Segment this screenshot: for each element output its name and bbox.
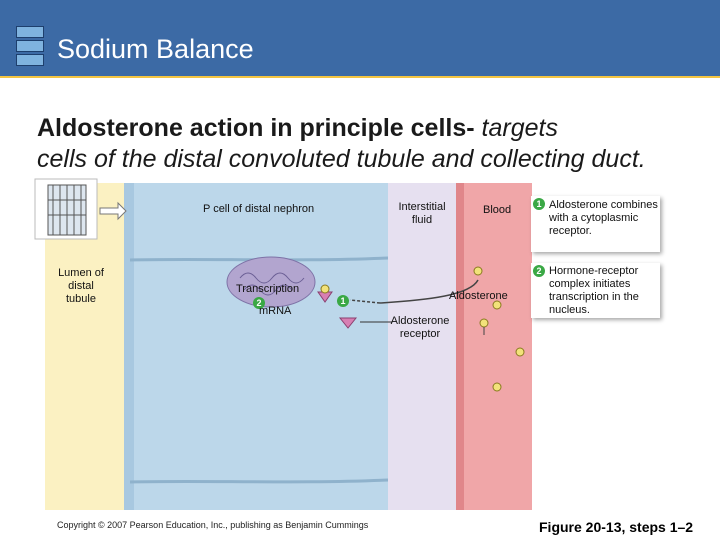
step2-note [531, 263, 660, 318]
mrna-label: mRNA [259, 305, 292, 317]
aldosterone-receptor-label: Aldosterone receptor [390, 315, 450, 340]
blood-label: Blood [483, 204, 512, 216]
aldosterone-molecule-icon [474, 267, 482, 275]
copyright-text: Copyright © 2007 Pearson Education, Inc., publishing as Benjamin Cummings [57, 520, 369, 530]
body-text-line2: cells of the distal convoluted tubule and collecting duct. [37, 145, 646, 173]
step1-badge-diagram: 1 [337, 291, 349, 309]
body-text-italic: targets [474, 114, 558, 142]
nucleus [227, 257, 315, 307]
aldosterone-molecule-icon [480, 319, 488, 327]
lumen-label: Lumen of distal tubule [58, 267, 104, 305]
figure-caption: Figure 20-13, steps 1–2 [539, 519, 694, 535]
p-cell-region [130, 183, 388, 510]
p-cell-label: P cell of distal nephron [203, 203, 315, 215]
step2-badge: 2 [533, 265, 545, 277]
step1-badge: 1 [533, 198, 545, 210]
interstitial-label: Interstitial fluid [398, 201, 446, 226]
aldosterone-molecule-icon [493, 383, 501, 391]
step2-badge-diagram: 2 [253, 293, 265, 311]
step1-note-text: Aldosterone combines with a cytoplasmic receptor. [549, 199, 658, 237]
transcription-label: Transcription [236, 283, 300, 295]
capillary-wall [456, 183, 464, 510]
step1-note [531, 196, 660, 252]
body-text-bold: Aldosterone action in principle cells- [37, 114, 475, 142]
interstitial-region [388, 183, 456, 510]
aldosterone-bound-icon [321, 285, 329, 293]
aldosterone-label: Aldosterone [449, 290, 508, 302]
slide-title: Sodium Balance [57, 34, 254, 64]
cell-junction-lower [130, 480, 388, 482]
blood-region [456, 183, 532, 510]
step2-note-text: Hormone-receptor complex initiates transcription in the nucleus. [549, 265, 639, 316]
aldosterone-molecule-icon [516, 348, 524, 356]
cell-membrane-apical [124, 183, 134, 510]
